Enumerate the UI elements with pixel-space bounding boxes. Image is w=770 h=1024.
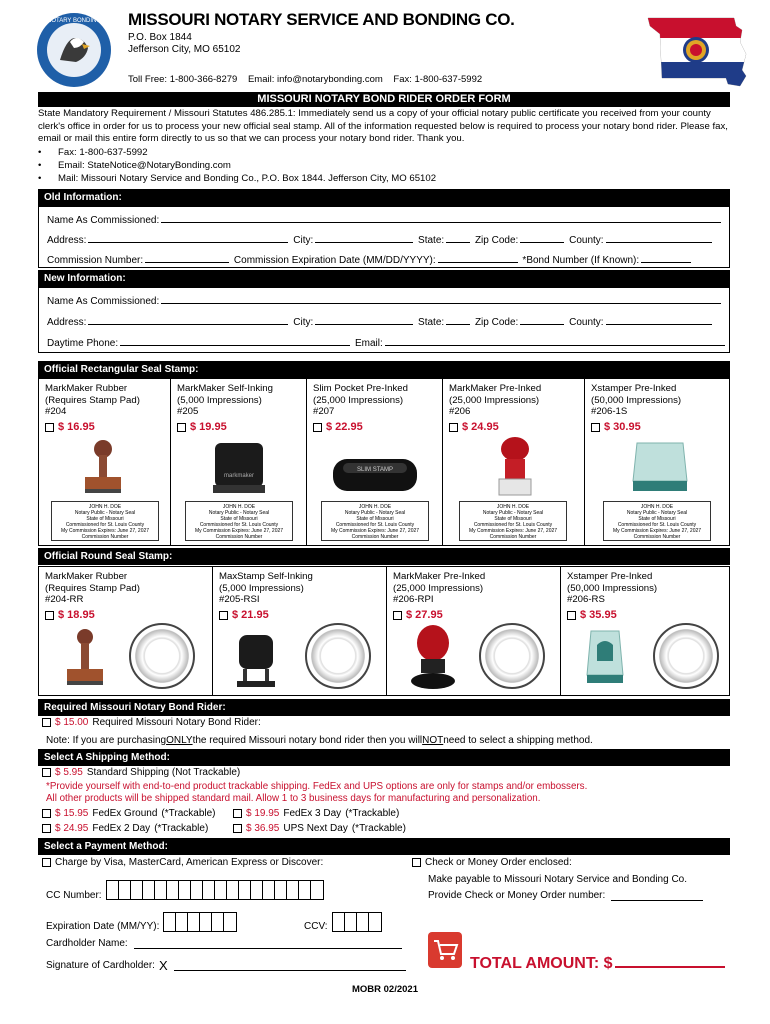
round-stamp-option: MarkMaker Rubber (Requires Stamp Pad) #204-RR $ 18.95	[39, 567, 213, 695]
company-po-box: P.O. Box 1844	[128, 32, 192, 43]
checkbox[interactable]	[393, 611, 402, 620]
new-address-field[interactable]	[88, 315, 288, 325]
bond-rider-header: Required Missouri Notary Bond Rider:	[38, 699, 730, 716]
old-commission-number-field[interactable]	[145, 253, 229, 263]
fedex-2day-option: $ 24.95 FedEx 2 Day (*Trackable)	[42, 823, 208, 834]
round-seal-impression	[479, 623, 545, 689]
company-name: MISSOURI NOTARY SERVICE AND BONDING CO.	[128, 10, 515, 29]
cardholder-field[interactable]	[134, 939, 402, 949]
contact-line	[128, 74, 490, 85]
round-seal-impression	[129, 623, 195, 689]
old-name-field[interactable]	[161, 213, 721, 223]
form-code: MOBR 02/2021	[351, 984, 418, 995]
round-price-205-rsi: $ 21.95	[219, 609, 269, 621]
contact-fax: Fax: 1-800-637-5992	[393, 74, 483, 85]
fedex-ground-checkbox[interactable]	[42, 809, 51, 818]
rect-price-207: $ 22.95	[313, 421, 363, 433]
round-pre-inked-stamp-icon	[405, 623, 461, 691]
expiration-row: Expiration Date (MM/YY):	[46, 912, 237, 932]
standard-shipping-option: $ 5.95 Standard Shipping (Not Trackable)	[42, 767, 240, 778]
old-state-field[interactable]	[446, 233, 470, 243]
cc-number-field[interactable]	[106, 880, 324, 900]
svg-text:SLIM STAMP: SLIM STAMP	[357, 467, 393, 473]
rect-price-205: $ 19.95	[177, 421, 227, 433]
rect-stamp-option: Slim Pocket Pre-Inked (25,000 Impressions) #207 $ 22.95 SLIM STAMP JOHN H. DOE Notary Public - Notary Seal State of Missouri Commissioned for St. Louis County My Commission Expires: June 27, 2027 Commission Number	[307, 379, 443, 545]
intro-paragraph: State Mandatory Requirement / Missouri Statutes 486.285.1: Immediately send us a copy of your official notary public certificate you received from your county clerk's office in order for us to process your new official seal stamp. All of the information requested below is required to process your notary bond rider. Please fax, email or mail this entire form directly to us so that we can process your notary bond rider. Thank you.	[38, 108, 728, 145]
form-title: MISSOURI NOTARY BOND RIDER ORDER FORM	[38, 92, 730, 107]
rect-impression-sample: JOHN H. DOE Notary Public - Notary Seal State of Missouri Commissioned for St. Louis County My Commission Expires: June 27, 2027 Commission Number	[459, 501, 567, 541]
total-amount-row: TOTAL AMOUNT: $	[470, 954, 727, 973]
pre-inked-stamp-icon	[485, 435, 545, 499]
new-zip-field[interactable]	[520, 315, 564, 325]
card-payment-checkbox[interactable]	[42, 858, 51, 867]
rect-impression-sample: JOHN H. DOE Notary Public - Notary Seal State of Missouri Commissioned for St. Louis County My Commission Expires: June 27, 2027 Commission Number	[51, 501, 159, 541]
slim-pocket-stamp-icon	[329, 453, 421, 497]
round-seal-impression	[653, 623, 719, 689]
standard-shipping-checkbox[interactable]	[42, 768, 51, 777]
new-email-field[interactable]	[385, 336, 725, 346]
signature-row: Signature of Cardholder: X	[46, 958, 408, 973]
round-price-206-rpi: $ 27.95	[393, 609, 443, 621]
round-stamp-option: MarkMaker Pre-Inked (25,000 Impressions) #206-RPI $ 27.95	[387, 567, 561, 695]
checkbox[interactable]	[567, 611, 576, 620]
round-rubber-stamp-icon	[59, 627, 111, 691]
round-seal-impression	[305, 623, 371, 689]
rect-stamp-option: MarkMaker Pre-Inked (25,000 Impressions) #206 $ 24.95 JOHN H. DOE Notary Public - Notary Seal State of Missouri Commissioned for St. Louis County My Commission Expires: June 27, 2027 Commission Number	[443, 379, 585, 545]
round-price-204-rr: $ 18.95	[45, 609, 95, 621]
check-payment-checkbox[interactable]	[412, 858, 421, 867]
rect-price-206-1s: $ 30.95	[591, 421, 641, 433]
round-stamp-option: MaxStamp Self-Inking (5,000 Impressions) #205-RSI $ 21.95	[213, 567, 387, 695]
old-county-field[interactable]	[606, 233, 712, 243]
new-info-header: New Information:	[38, 270, 730, 287]
card-payment-option: Charge by Visa, MasterCard, American Express or Discover:	[42, 857, 323, 868]
old-zip-field[interactable]	[520, 233, 564, 243]
ups-next-day-option: $ 36.95 UPS Next Day (*Trackable)	[233, 823, 406, 834]
header	[0, 0, 770, 92]
logo-text: NOTARY BONDING	[46, 18, 102, 24]
check-number-row: Provide Check or Money Order number:	[428, 890, 705, 901]
checkbox[interactable]	[313, 423, 322, 432]
new-state-field[interactable]	[446, 315, 470, 325]
round-stamp-option: Xstamper Pre-Inked (50,000 Impressions) #206-RS $ 35.95	[561, 567, 731, 695]
rect-impression-sample: JOHN H. DOE Notary Public - Notary Seal State of Missouri Commissioned for St. Louis County My Commission Expires: June 27, 2027 Commission Number	[321, 501, 429, 541]
self-inking-stamp-icon	[207, 437, 271, 497]
toll-free: Toll Free: 1-800-366-8279	[128, 74, 238, 85]
signature-field[interactable]	[174, 961, 406, 971]
maxstamp-icon	[229, 629, 283, 689]
rect-stamp-box	[38, 378, 730, 546]
cart-icon	[428, 932, 462, 968]
bullet-email: • Email: StateNotice@NotaryBonding.com	[38, 159, 436, 172]
checkbox[interactable]	[45, 611, 54, 620]
checkbox[interactable]	[591, 423, 600, 432]
company-city: Jefferson City, MO 65102	[128, 44, 241, 55]
old-info-header: Old Information:	[38, 189, 730, 206]
fedex-3day-checkbox[interactable]	[233, 809, 242, 818]
old-address-field[interactable]	[88, 233, 288, 243]
old-address-row: Address: City: State: Zip Code: County:	[47, 233, 714, 246]
xstamper-icon	[625, 437, 695, 497]
old-commission-row: Commission Number: Commission Expiration Date (MM/DD/YYYY): *Bond Number (If Known):	[47, 253, 693, 266]
old-expiration-field[interactable]	[438, 253, 518, 263]
new-info-box	[38, 287, 730, 353]
new-county-field[interactable]	[606, 315, 712, 325]
rect-price-204: $ 16.95	[45, 421, 95, 433]
new-name-row: Name As Commissioned:	[47, 294, 723, 307]
total-amount-field[interactable]	[615, 954, 725, 968]
checkbox[interactable]	[45, 423, 54, 432]
rect-stamp-option: Xstamper Pre-Inked (50,000 Impressions) #206-1S $ 30.95 JOHN H. DOE Notary Public - Notary Seal State of Missouri Commissioned for St. Louis County My Commission Expires: June 27, 2027 Commission Number	[585, 379, 731, 545]
cc-number-row: CC Number:	[46, 878, 324, 901]
rect-stamp-option: MarkMaker Self-Inking (5,000 Impressions) #205 $ 19.95 markmaker JOHN H. DOE Notary Public - Notary Seal State of Missouri Commissioned for St. Louis County My Commission Expires: June 27, 2027 Commission Number	[171, 379, 307, 545]
new-name-field[interactable]	[161, 294, 721, 304]
rect-stamp-option: MarkMaker Rubber (Requires Stamp Pad) #204 $ 16.95 JOHN H. DOE Notary Public - Notary Seal State of Missouri Commissioned for St. Louis County My Commission Expires: June 27, 2027 Commission Number	[39, 379, 171, 545]
new-address-row: Address: City: State: Zip Code: County:	[47, 315, 714, 328]
new-phone-field[interactable]	[120, 336, 350, 346]
bond-rider-checkbox[interactable]	[42, 718, 51, 727]
payment-header: Select a Payment Method:	[38, 838, 730, 855]
cardholder-row: Cardholder Name:	[46, 938, 404, 949]
bond-rider-option: $ 15.00 Required Missouri Notary Bond Rider:	[42, 717, 261, 728]
shipping-header: Select A Shipping Method:	[38, 749, 730, 766]
ccv-row: CCV:	[304, 912, 382, 932]
notary-bonding-logo	[36, 12, 112, 88]
fedex-2day-checkbox[interactable]	[42, 824, 51, 833]
expiration-field[interactable]	[163, 912, 237, 932]
bullet-fax: • Fax: 1-800-637-5992	[38, 146, 436, 159]
ccv-field[interactable]	[332, 912, 382, 932]
bullet-mail: • Mail: Missouri Notary Service and Bonding Co., P.O. Box 1844. Jefferson City, MO 65102	[38, 172, 436, 185]
rubber-stamp-icon	[73, 437, 133, 497]
bond-rider-note: Note: If you are purchasing ONLY the required Missouri notary bond rider then you will NOT need to select a shipping method.	[46, 735, 593, 746]
old-info-box	[38, 206, 730, 268]
payable-note: Make payable to Missouri Notary Service and Bonding Co.	[428, 874, 688, 885]
checkbox[interactable]	[177, 423, 186, 432]
rect-impression-sample: JOHN H. DOE Notary Public - Notary Seal State of Missouri Commissioned for St. Louis County My Commission Expires: June 27, 2027 Commission Number	[185, 501, 293, 541]
check-number-field[interactable]	[611, 891, 703, 901]
rect-stamp-header: Official Rectangular Seal Stamp:	[38, 361, 730, 378]
rect-price-206: $ 24.95	[449, 421, 499, 433]
old-bond-number-field[interactable]	[641, 253, 691, 263]
old-city-field[interactable]	[315, 233, 413, 243]
contact-email[interactable]: Email: info@notarybonding.com	[247, 74, 383, 85]
round-xstamper-icon	[579, 625, 631, 689]
old-name-row: Name As Commissioned:	[47, 213, 723, 226]
checkbox[interactable]	[219, 611, 228, 620]
rect-impression-sample: JOHN H. DOE Notary Public - Notary Seal State of Missouri Commissioned for St. Louis County My Commission Expires: June 27, 2027 Commission Number	[603, 501, 711, 541]
fedex-3day-option: $ 19.95 FedEx 3 Day (*Trackable)	[233, 808, 399, 819]
new-contact-row: Daytime Phone: Email:	[47, 336, 727, 349]
shipping-note: *Provide yourself with end-to-end product trackable shipping. FedEx and UPS options are only for stamps and/or embossers. All other products will be shipped standard mail. Allow 1 to 3 business days for manufacturing and personalization.	[46, 781, 588, 804]
round-stamp-box	[38, 566, 730, 696]
checkbox[interactable]	[449, 423, 458, 432]
round-stamp-header: Official Round Seal Stamp:	[38, 548, 730, 565]
check-payment-option: Check or Money Order enclosed:	[412, 857, 572, 868]
new-city-field[interactable]	[315, 315, 413, 325]
missouri-flag-map-icon	[642, 14, 748, 88]
round-price-206-rs: $ 35.95	[567, 609, 617, 621]
ups-next-day-checkbox[interactable]	[233, 824, 242, 833]
submission-methods	[38, 146, 436, 185]
svg-text:markmaker: markmaker	[223, 473, 255, 479]
fedex-ground-option: $ 15.95 FedEx Ground (*Trackable)	[42, 808, 216, 819]
